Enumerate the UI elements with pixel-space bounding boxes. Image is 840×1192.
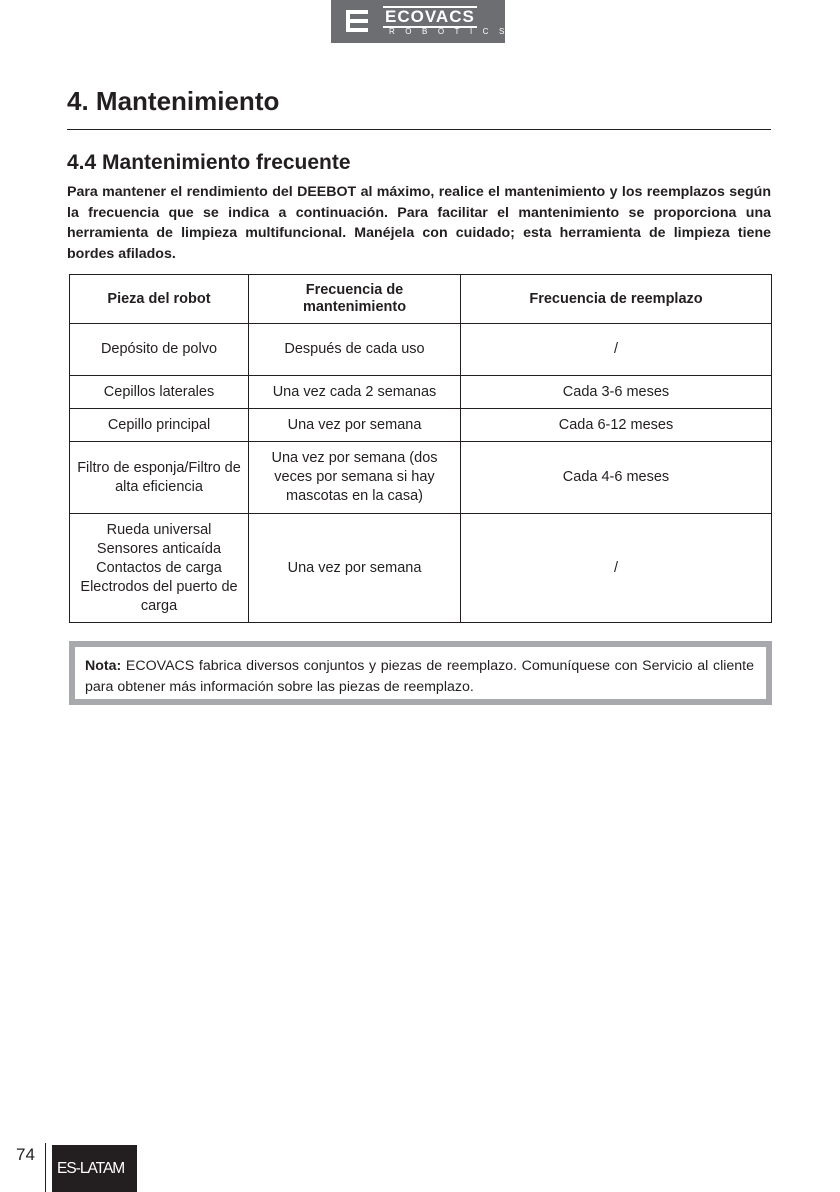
table-row xyxy=(70,442,772,514)
section-title: 4.4 Mantenimiento frecuente xyxy=(67,151,351,174)
table-row xyxy=(70,376,772,409)
title-divider xyxy=(67,129,771,130)
page-number: 74 xyxy=(16,1145,35,1164)
table-cell: Una vez por semana (dos veces por semana si hay mascotas en la casa) xyxy=(249,442,461,514)
intro-paragraph: Para mantener el rendimiento del DEEBOT al máximo, realice el mantenimiento y los reemplazos según la frecuencia que se indica a continuación. Para facilitar el mantenimiento se proporciona una herramienta de limpieza multifuncional. Manéjela con cuidado; esta herramienta de limpieza tiene bordes afilados. xyxy=(67,184,771,262)
table-header-cell: Pieza del robot xyxy=(70,275,249,324)
table-row xyxy=(70,514,772,623)
table-cell: Una vez cada 2 semanas xyxy=(249,376,461,409)
ecovacs-logo xyxy=(331,0,515,43)
logo-name: ECOVACS xyxy=(385,7,475,26)
part-name: Electrodos del puerto de carga xyxy=(80,578,238,614)
table-cell: Depósito de polvo xyxy=(70,324,249,376)
table-row xyxy=(70,324,772,376)
note-content xyxy=(75,647,766,699)
footer-divider xyxy=(45,1143,46,1192)
table-cell: / xyxy=(461,324,772,376)
chapter-title: 4. Mantenimiento xyxy=(67,86,280,116)
part-name: Contactos de carga xyxy=(96,559,222,576)
note-label: Nota: xyxy=(85,658,122,674)
part-name: Sensores anticaída xyxy=(96,540,222,557)
table-cell: Cepillos laterales xyxy=(70,376,249,409)
table-header-cell: Frecuencia de reemplazo xyxy=(461,275,772,324)
language-badge: ES-LATAM xyxy=(52,1145,137,1192)
table-cell: Cepillo principal xyxy=(70,409,249,442)
table-cell: Filtro de esponja/Filtro de alta eficiencia xyxy=(70,442,249,514)
note-text: ECOVACS fabrica diversos conjuntos y piezas de reemplazo. Comuníquese con Servicio al cliente para obtener más información sobre las piezas de reemplazo. xyxy=(85,658,754,695)
part-name: Rueda universal xyxy=(106,521,212,538)
maintenance-table xyxy=(69,274,772,623)
table-header-cell: Frecuencia de mantenimiento xyxy=(249,275,461,324)
table-cell: Cada 3-6 meses xyxy=(461,376,772,409)
table-cell: Después de cada uso xyxy=(249,324,461,376)
table-cell-parts-list xyxy=(70,514,249,623)
table-cell: Cada 6-12 meses xyxy=(461,409,772,442)
ecovacs-logo-icon xyxy=(345,9,369,33)
table-header-row xyxy=(70,275,772,324)
note-box xyxy=(69,641,772,705)
table-cell: Cada 4-6 meses xyxy=(461,442,772,514)
table-cell: Una vez por semana xyxy=(249,409,461,442)
table-cell: Una vez por semana xyxy=(249,514,461,623)
table-row xyxy=(70,409,772,442)
logo-subtitle: ROBOTICS xyxy=(389,27,515,36)
table-cell: / xyxy=(461,514,772,623)
